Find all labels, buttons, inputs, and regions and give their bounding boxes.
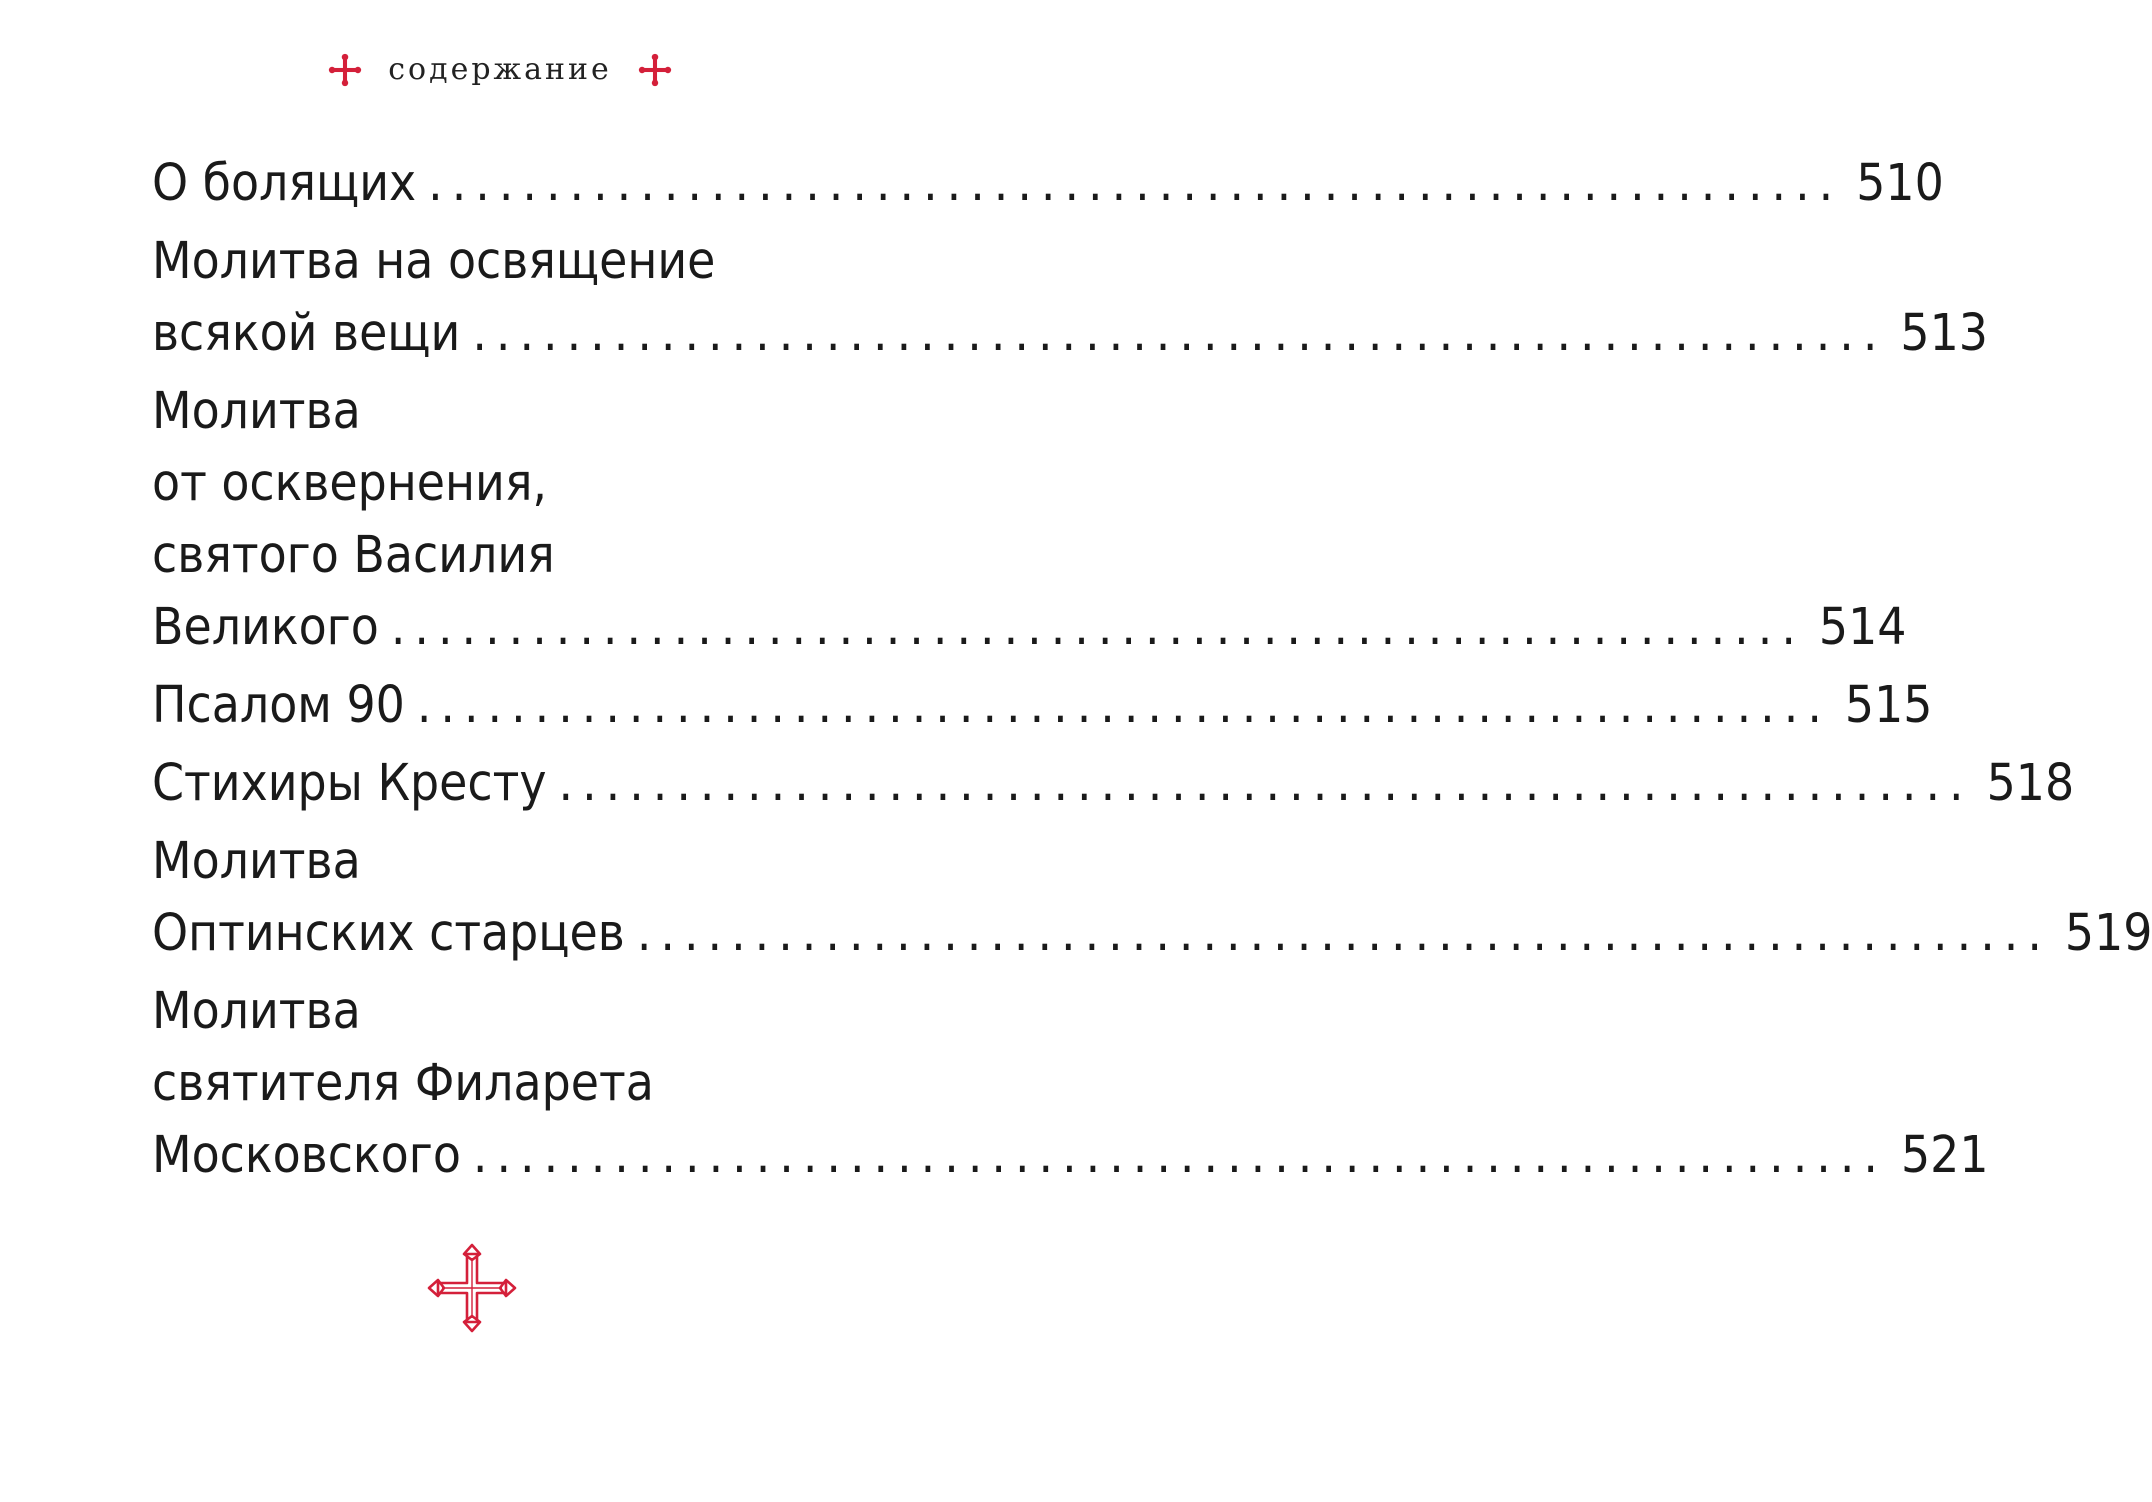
toc-entry[interactable] xyxy=(152,376,1907,664)
cross-ornament-icon xyxy=(638,53,672,87)
toc-entry-line xyxy=(152,898,2152,970)
toc-entry-line xyxy=(152,148,1944,220)
toc-entry-line xyxy=(152,448,864,520)
toc-entry-title: Молитва xyxy=(152,382,361,441)
toc-entry-line xyxy=(152,520,864,592)
dot-leader: ............................................................ xyxy=(472,1126,1887,1185)
toc-entry[interactable] xyxy=(152,748,2075,820)
toc-entry-title: Молитва xyxy=(152,832,361,891)
toc-entry[interactable] xyxy=(152,976,1989,1192)
cross-ornament-icon xyxy=(427,1243,517,1333)
toc-page-number: 515 xyxy=(1844,676,1933,735)
toc-entry-title: Оптинских старцев xyxy=(152,904,625,963)
toc-entry-line xyxy=(152,376,864,448)
toc-page-number: 513 xyxy=(1900,304,1988,363)
toc-page-number: 514 xyxy=(1818,598,1907,657)
toc-entry-line xyxy=(152,226,864,298)
toc-entry-line xyxy=(152,592,1907,664)
toc-entry-line xyxy=(152,826,864,898)
toc-entry-line xyxy=(152,748,2075,820)
toc-entry-title: Великого xyxy=(152,598,379,657)
dot-leader: ............................................................ xyxy=(428,154,1843,213)
dot-leader: ............................................................ xyxy=(636,904,2051,963)
page-title: содержание xyxy=(388,52,612,87)
toc-entry[interactable] xyxy=(152,826,2152,970)
toc-page-number: 518 xyxy=(1986,754,2075,813)
toc-entry[interactable] xyxy=(152,670,1933,742)
toc-page-number: 519 xyxy=(2064,904,2152,963)
toc-entry-line xyxy=(152,298,1988,370)
toc-page-number: 521 xyxy=(1900,1126,1989,1185)
toc-entry-title: всякой вещи xyxy=(152,304,461,363)
toc-page-number: 510 xyxy=(1856,154,1944,213)
toc-entry-title: Псалом 90 xyxy=(152,676,405,735)
dot-leader: ............................................................ xyxy=(416,676,1831,735)
dot-leader: ............................................................ xyxy=(390,598,1805,657)
toc-entry-title: Молитва на освящение xyxy=(152,232,716,291)
toc-entry-line xyxy=(152,1120,1989,1192)
toc-entry-title: святителя Филарета xyxy=(152,1054,654,1113)
dot-leader: ............................................................ xyxy=(558,754,1973,813)
toc-entry-title: О болящих xyxy=(152,154,417,213)
page-header xyxy=(0,52,1000,87)
toc-entry-line xyxy=(152,976,864,1048)
toc-entry[interactable] xyxy=(152,148,1944,220)
toc-entry-line xyxy=(152,670,1933,742)
toc-entry-title: Молитва xyxy=(152,982,361,1041)
toc-entry-title: святого Василия xyxy=(152,526,555,585)
toc-entry[interactable] xyxy=(152,226,1988,370)
toc-entry-title: Стихиры Кресту xyxy=(152,754,547,813)
table-of-contents xyxy=(152,148,2152,1192)
toc-entry-title: Московского xyxy=(152,1126,461,1185)
dot-leader: ............................................................ xyxy=(472,304,1887,363)
cross-ornament-icon xyxy=(328,53,362,87)
toc-entry-line xyxy=(152,1048,864,1120)
toc-entry-title: от осквернения, xyxy=(152,454,548,513)
